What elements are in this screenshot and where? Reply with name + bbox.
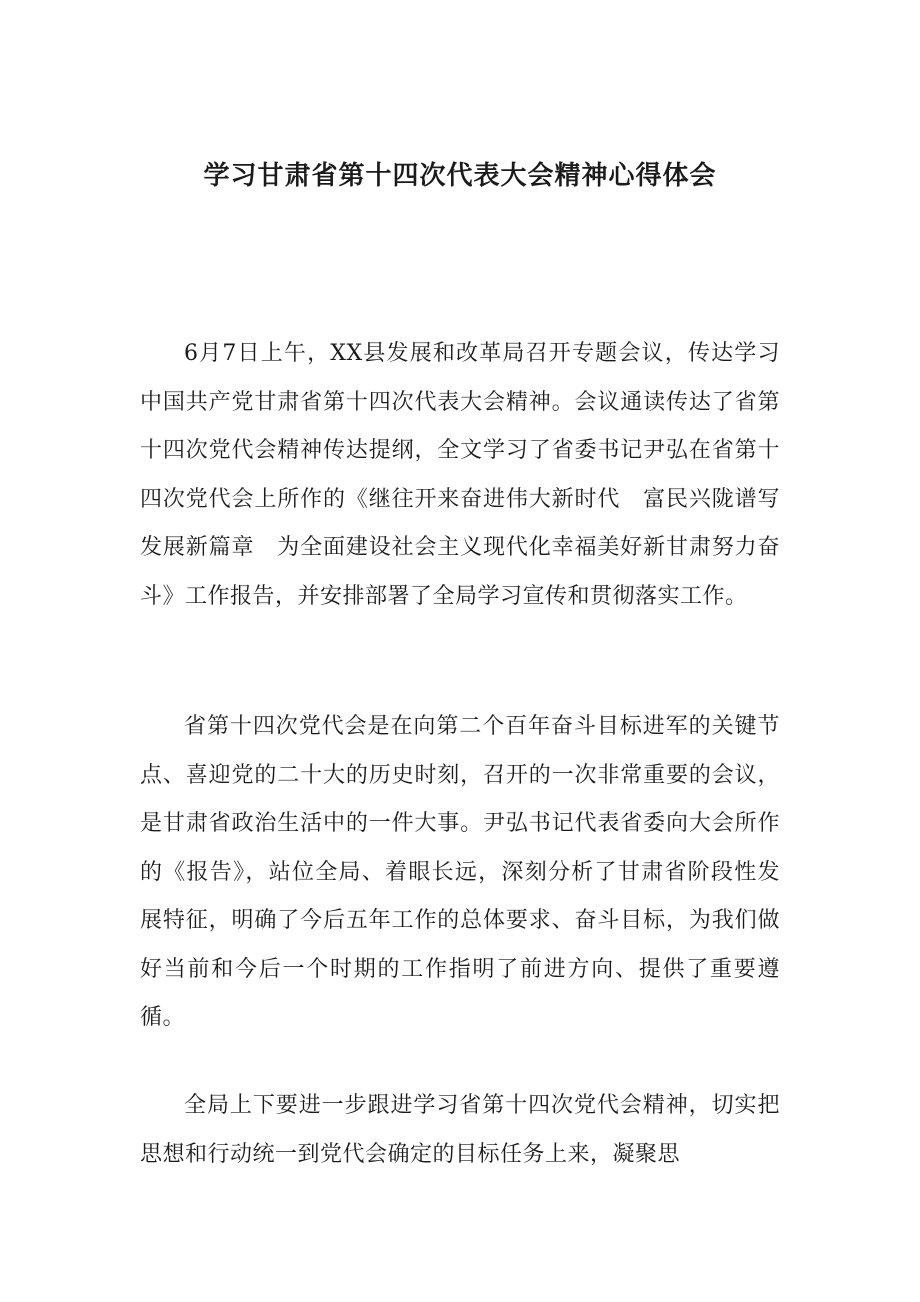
paragraph-1: 6月7日上午，XX县发展和改革局召开专题会议，传达学习中国共产党甘肃省第十四次代表大会精神。会议通读传达了省第十四次党代会精神传达提纲，全文学习了省委书记尹弘在省第十四次党代会上所作的《继往开来奋进伟大新时代 富民兴陇谱写发展新篇章 为全面建设社会主义现代化幸福美好新甘肃努力奋斗》工作报告，并安排部署了全局学习宣传和贯彻落实工作。: [140, 341, 780, 609]
document-title: 学习甘肃省第十四次代表大会精神心得体会: [203, 161, 717, 191]
paragraph-2: 省第十四次党代会是在向第二个百年奋斗目标进军的关键节点、喜迎党的二十大的历史时刻，召开的一次非常重要的会议，是甘肃省政治生活中的一件大事。尹弘书记代表省委向大会所作的《报告》，站位全局、着眼长远，深刻分析了甘肃省阶段性发展特征，明确了今后五年工作的总体要求、奋斗目标，为我们做好当前和今后一个时期的工作指明了前进方向、提供了重要遵循。: [140, 714, 780, 1030]
paragraph-3: 全局上下要进一步跟进学习省第十四次党代会精神，切实把思想和行动统一到党代会确定的目标任务上来，凝聚思: [140, 1093, 780, 1167]
